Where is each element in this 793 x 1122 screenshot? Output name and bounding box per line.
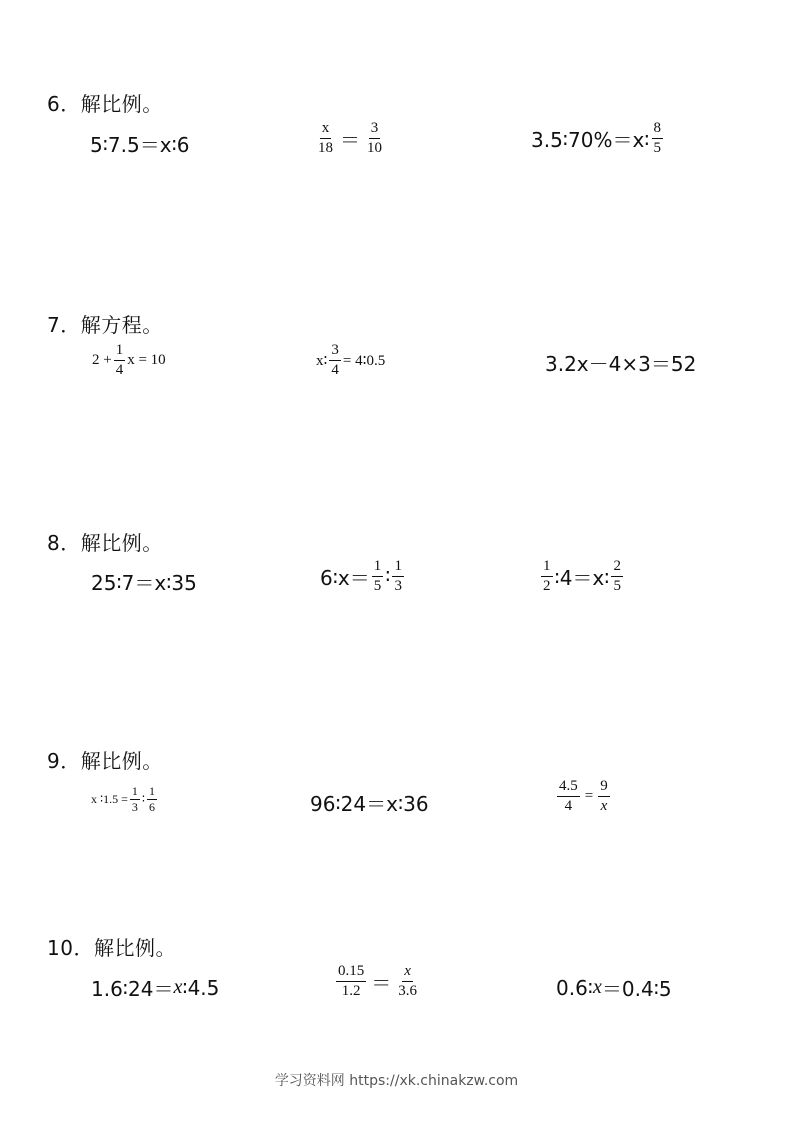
q10-eq2-fraction-right: [396, 963, 419, 999]
q8-eq2-ratio: ∶: [385, 564, 391, 588]
q9-equation-1: [91, 785, 159, 814]
q6-eq3-prefix: 3.5∶70%＝x∶: [531, 127, 650, 152]
question-10-title: 10．解比例。: [47, 936, 176, 960]
q9-equation-3: [555, 778, 612, 814]
q8-eq2-fraction-2: [392, 558, 404, 594]
q10-eq3-suffix: ＝0.4∶5: [601, 977, 672, 1001]
q9-equation-2: [310, 788, 429, 817]
q8-eq2-den1: 5: [373, 577, 382, 594]
q8-equation-3: [539, 558, 625, 594]
question-7-title: 7．解方程。: [47, 313, 163, 337]
q9-eq1-prefix: x ∶1.5 =: [91, 792, 128, 807]
q10-eq2-fraction-left: [336, 963, 366, 999]
q9-eq3-fraction-right: [598, 778, 610, 814]
q9-eq3-den2: x: [600, 797, 608, 814]
q8-eq3-middle: ∶4＝x∶: [554, 565, 610, 590]
q8-eq2-num1: 1: [372, 558, 384, 577]
q9-eq1-fraction-1: [130, 785, 140, 814]
q9-eq1-den1: 3: [131, 800, 138, 815]
q6-eq2-den1: 18: [318, 139, 333, 156]
q6-eq2-operator: ＝: [340, 129, 360, 152]
q6-equation-2: [314, 120, 386, 156]
q10-eq1-variable: x: [173, 976, 183, 998]
q7-eq2-prefix: x∶: [316, 352, 328, 369]
q8-eq2-den2: 3: [394, 577, 402, 594]
q9-eq3-operator: =: [584, 787, 594, 804]
q6-eq3-den: 5: [653, 139, 662, 156]
q10-eq2-num2: x: [402, 963, 413, 982]
footer-watermark: 学习资料网 https://xk.chinakzw.com: [274, 1073, 519, 1089]
q10-eq2-num1: 0.15: [336, 963, 366, 982]
question-6-title: 6．解比例。: [47, 92, 163, 116]
q7-eq1-fraction: [114, 342, 126, 378]
q9-eq1-num2: 1: [147, 785, 157, 800]
q7-eq1-suffix: x = 10: [127, 351, 166, 368]
q6-eq2-num2: 3: [369, 120, 381, 139]
q8-eq3-num2: 2: [611, 558, 623, 577]
q6-eq3-num: 8: [652, 120, 664, 139]
q10-eq3-prefix: 0.6∶: [556, 975, 594, 1000]
q7-equation-2: [316, 342, 385, 378]
q7-eq3-text: 3.2x－4×3＝52: [545, 352, 697, 376]
q7-eq2-den: 4: [331, 361, 339, 378]
q10-eq1-prefix: 1.6∶24＝: [91, 977, 174, 1001]
q9-eq3-num2: 9: [598, 778, 610, 797]
q9-eq1-ratio: ∶: [141, 792, 146, 807]
q9-eq1-fraction-2: [147, 785, 157, 814]
q6-eq3-fraction: [652, 120, 664, 156]
q8-eq1-text: 25∶7＝x∶35: [91, 571, 197, 595]
q10-equation-3: [556, 973, 672, 1002]
q10-eq2-den2: 3.6: [398, 982, 417, 999]
q8-equation-1: [91, 567, 197, 596]
q9-eq3-num1: 4.5: [557, 778, 580, 797]
q6-eq2-num1: x: [320, 120, 332, 139]
q6-eq1-text: 5∶7.5＝x∶6: [90, 133, 190, 157]
question-8-title: 8．解比例。: [47, 531, 163, 555]
q9-eq3-fraction-left: [557, 778, 580, 814]
q7-equation-1: [92, 342, 166, 378]
q8-eq2-prefix: 6∶x＝: [320, 565, 370, 590]
q6-eq2-den2: 10: [367, 139, 382, 156]
q10-eq3-variable: x: [593, 976, 602, 998]
q7-eq1-den: 4: [115, 361, 124, 378]
q7-eq1-num: 1: [114, 342, 126, 361]
q7-equation-3: [545, 348, 696, 377]
q8-eq3-fraction-1: [541, 558, 553, 594]
q10-equation-1: [91, 973, 219, 1002]
q6-eq2-fraction-right: [365, 120, 384, 156]
q10-eq1-suffix: ∶4.5: [182, 975, 220, 1000]
q8-eq2-fraction-1: [372, 558, 384, 594]
q10-eq2-den1: 1.2: [341, 982, 361, 999]
q6-eq2-fraction-left: [316, 120, 335, 156]
q6-equation-1: [90, 129, 190, 158]
q9-eq1-den2: 6: [149, 800, 156, 815]
q7-eq1-prefix: 2 +: [92, 351, 112, 368]
q6-equation-3: [531, 120, 665, 156]
q8-eq2-num2: 1: [392, 558, 404, 577]
question-9-title: 9．解比例。: [47, 749, 163, 773]
q8-eq3-den2: 5: [613, 577, 621, 594]
q7-eq2-fraction: [329, 342, 341, 378]
q8-eq3-fraction-2: [611, 558, 623, 594]
q9-eq1-num1: 1: [130, 785, 140, 800]
q9-eq3-den1: 4: [564, 797, 573, 814]
q10-eq2-operator: ＝: [371, 972, 392, 995]
q7-eq2-num: 3: [329, 342, 341, 361]
q8-eq3-den1: 2: [543, 577, 551, 594]
q9-eq2-text: 96∶24＝x∶36: [310, 792, 429, 816]
q7-eq2-suffix: = 4∶0.5: [342, 352, 386, 369]
q10-equation-2: [334, 963, 421, 999]
q8-equation-2: [320, 558, 406, 594]
q8-eq3-num1: 1: [541, 558, 553, 577]
